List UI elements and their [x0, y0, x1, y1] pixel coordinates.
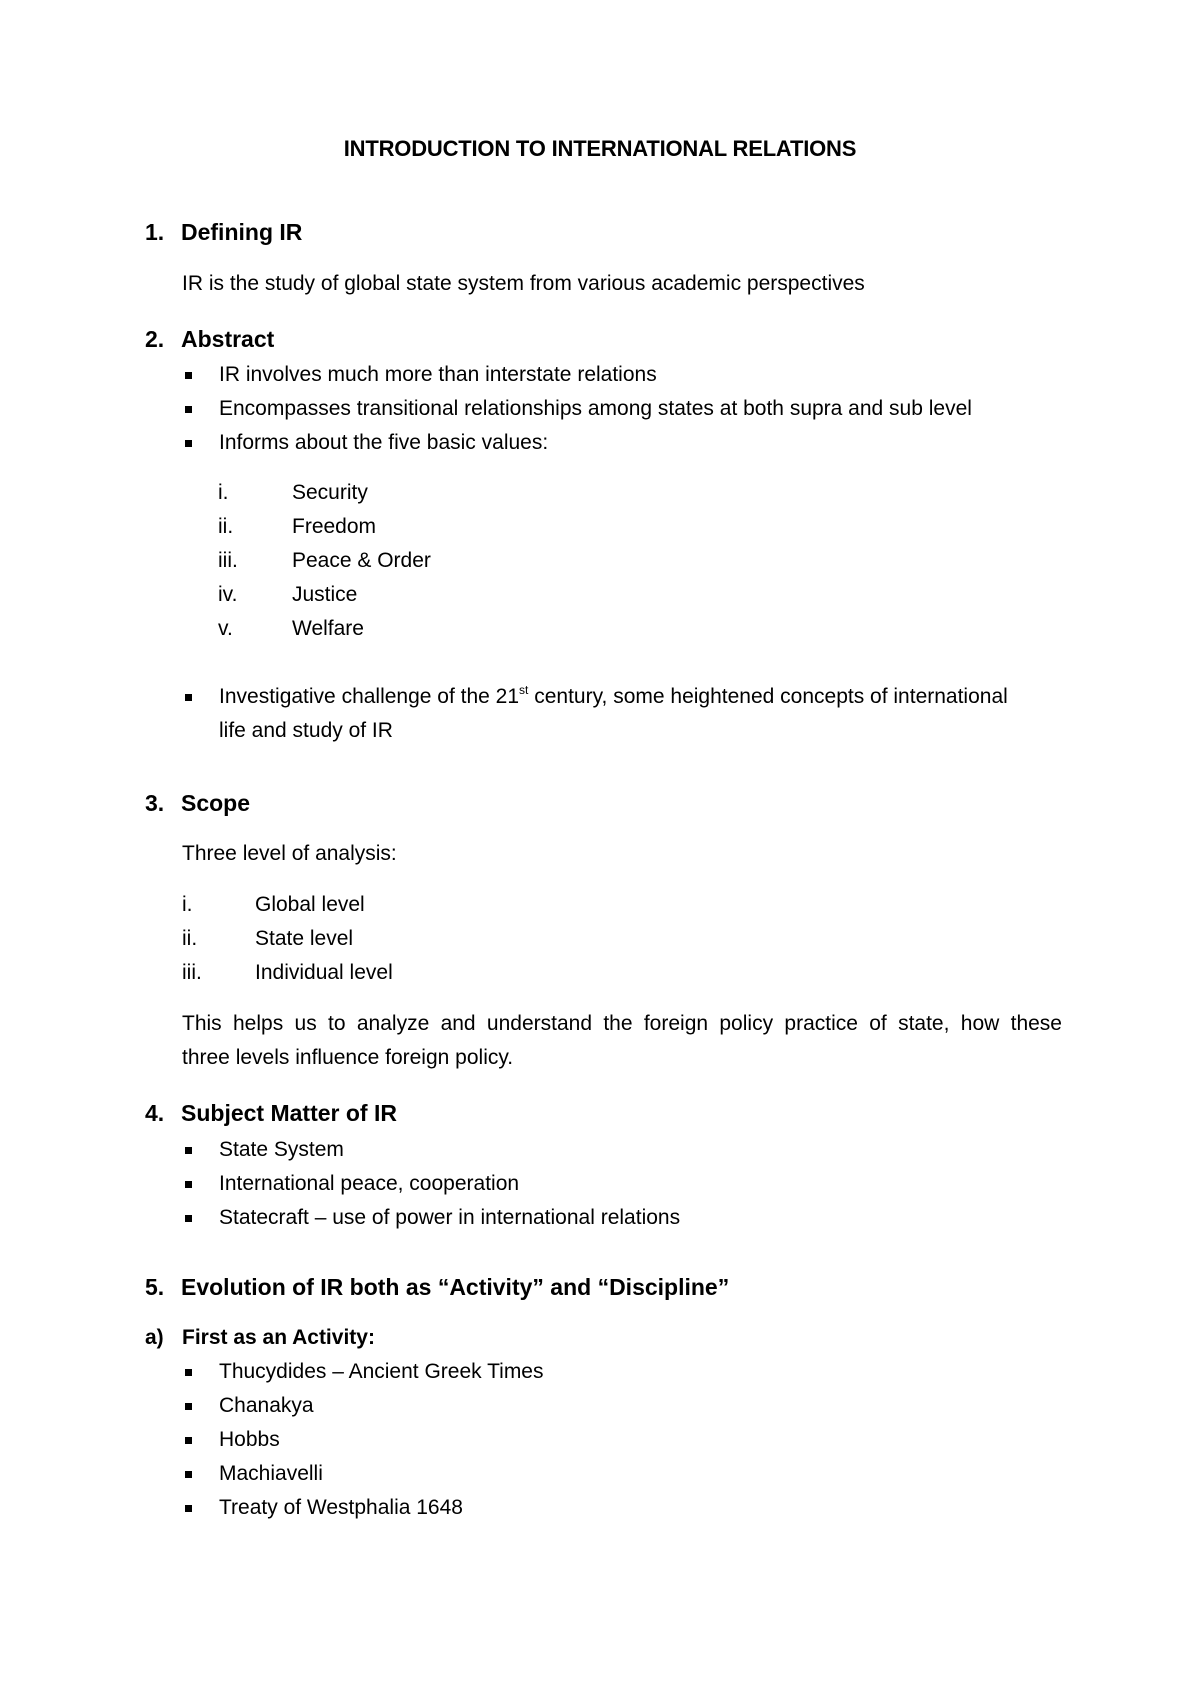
- list-item: Thucydides – Ancient Greek Times: [185, 1360, 1085, 1386]
- list-item: Informs about the five basic values:: [185, 431, 1085, 457]
- section-title: Defining IR: [181, 219, 303, 245]
- section-number: 5.: [145, 1274, 165, 1300]
- list-item: Chanakya: [185, 1394, 1085, 1420]
- square-bullet-icon: [185, 1181, 192, 1188]
- list-item: Hobbs: [185, 1428, 1085, 1454]
- square-bullet-icon: [185, 1147, 192, 1154]
- document-title: INTRODUCTION TO INTERNATIONAL RELATIONS: [343, 136, 857, 161]
- square-bullet-icon: [185, 694, 192, 701]
- scope-intro: Three level of analysis:: [182, 842, 397, 865]
- list-item: Statecraft – use of power in international relations: [185, 1206, 1085, 1232]
- section-number: 2.: [145, 326, 165, 352]
- roman-list-item: ii. State level: [182, 927, 354, 950]
- roman-list-item: i. Security: [218, 481, 368, 504]
- roman-list-item: iii. Individual level: [182, 961, 393, 984]
- list-item: Encompasses transitional relationships among states at both supra and sub level: [185, 397, 1085, 423]
- subsection-heading: a) First as an Activity:: [145, 1326, 375, 1349]
- section-title: Scope: [181, 790, 251, 816]
- section-title: Subject Matter of IR: [181, 1100, 397, 1126]
- square-bullet-icon: [185, 372, 192, 379]
- section-4-heading: [145, 1100, 945, 1130]
- square-bullet-icon: [185, 1437, 192, 1444]
- square-bullet-icon: [185, 1403, 192, 1410]
- roman-list-item: v. Welfare: [218, 617, 364, 640]
- list-item: Investigative challenge of the 21st century, some heightened concepts of international life and study of IR: [185, 685, 1085, 745]
- list-item: Treaty of Westphalia 1648: [185, 1496, 1085, 1522]
- square-bullet-icon: [185, 406, 192, 413]
- square-bullet-icon: [185, 1505, 192, 1512]
- roman-list-item: ii. Freedom: [218, 515, 377, 538]
- square-bullet-icon: [185, 1215, 192, 1222]
- list-item: International peace, cooperation: [185, 1172, 1085, 1198]
- section-1-heading: [145, 219, 945, 249]
- scope-paragraph-line2: three levels influence foreign policy.: [182, 1046, 514, 1069]
- roman-list-item: iii. Peace & Order: [218, 549, 431, 572]
- square-bullet-icon: [185, 1369, 192, 1376]
- roman-list-item: i. Global level: [182, 893, 365, 916]
- section-3-heading: [145, 790, 945, 820]
- square-bullet-icon: [185, 440, 192, 447]
- list-item: State System: [185, 1138, 1085, 1164]
- section-number: 4.: [145, 1100, 165, 1126]
- roman-list-item: iv. Justice: [218, 583, 358, 606]
- section-title: Abstract: [181, 326, 275, 352]
- section-2-heading: [145, 326, 945, 356]
- section-1-paragraph: IR is the study of global state system from various academic perspectives: [182, 272, 865, 295]
- section-title: Evolution of IR both as “Activity” and “Discipline”: [181, 1274, 730, 1300]
- list-item: Machiavelli: [185, 1462, 1085, 1488]
- list-item: IR involves much more than interstate relations: [185, 363, 1085, 389]
- section-number: 1.: [145, 219, 165, 245]
- section-5-heading: [145, 1274, 1045, 1304]
- square-bullet-icon: [185, 1471, 192, 1478]
- scope-paragraph-line1: This helps us to analyze and understand the foreign policy practice of state, how these: [182, 1012, 1062, 1035]
- section-number: 3.: [145, 790, 165, 816]
